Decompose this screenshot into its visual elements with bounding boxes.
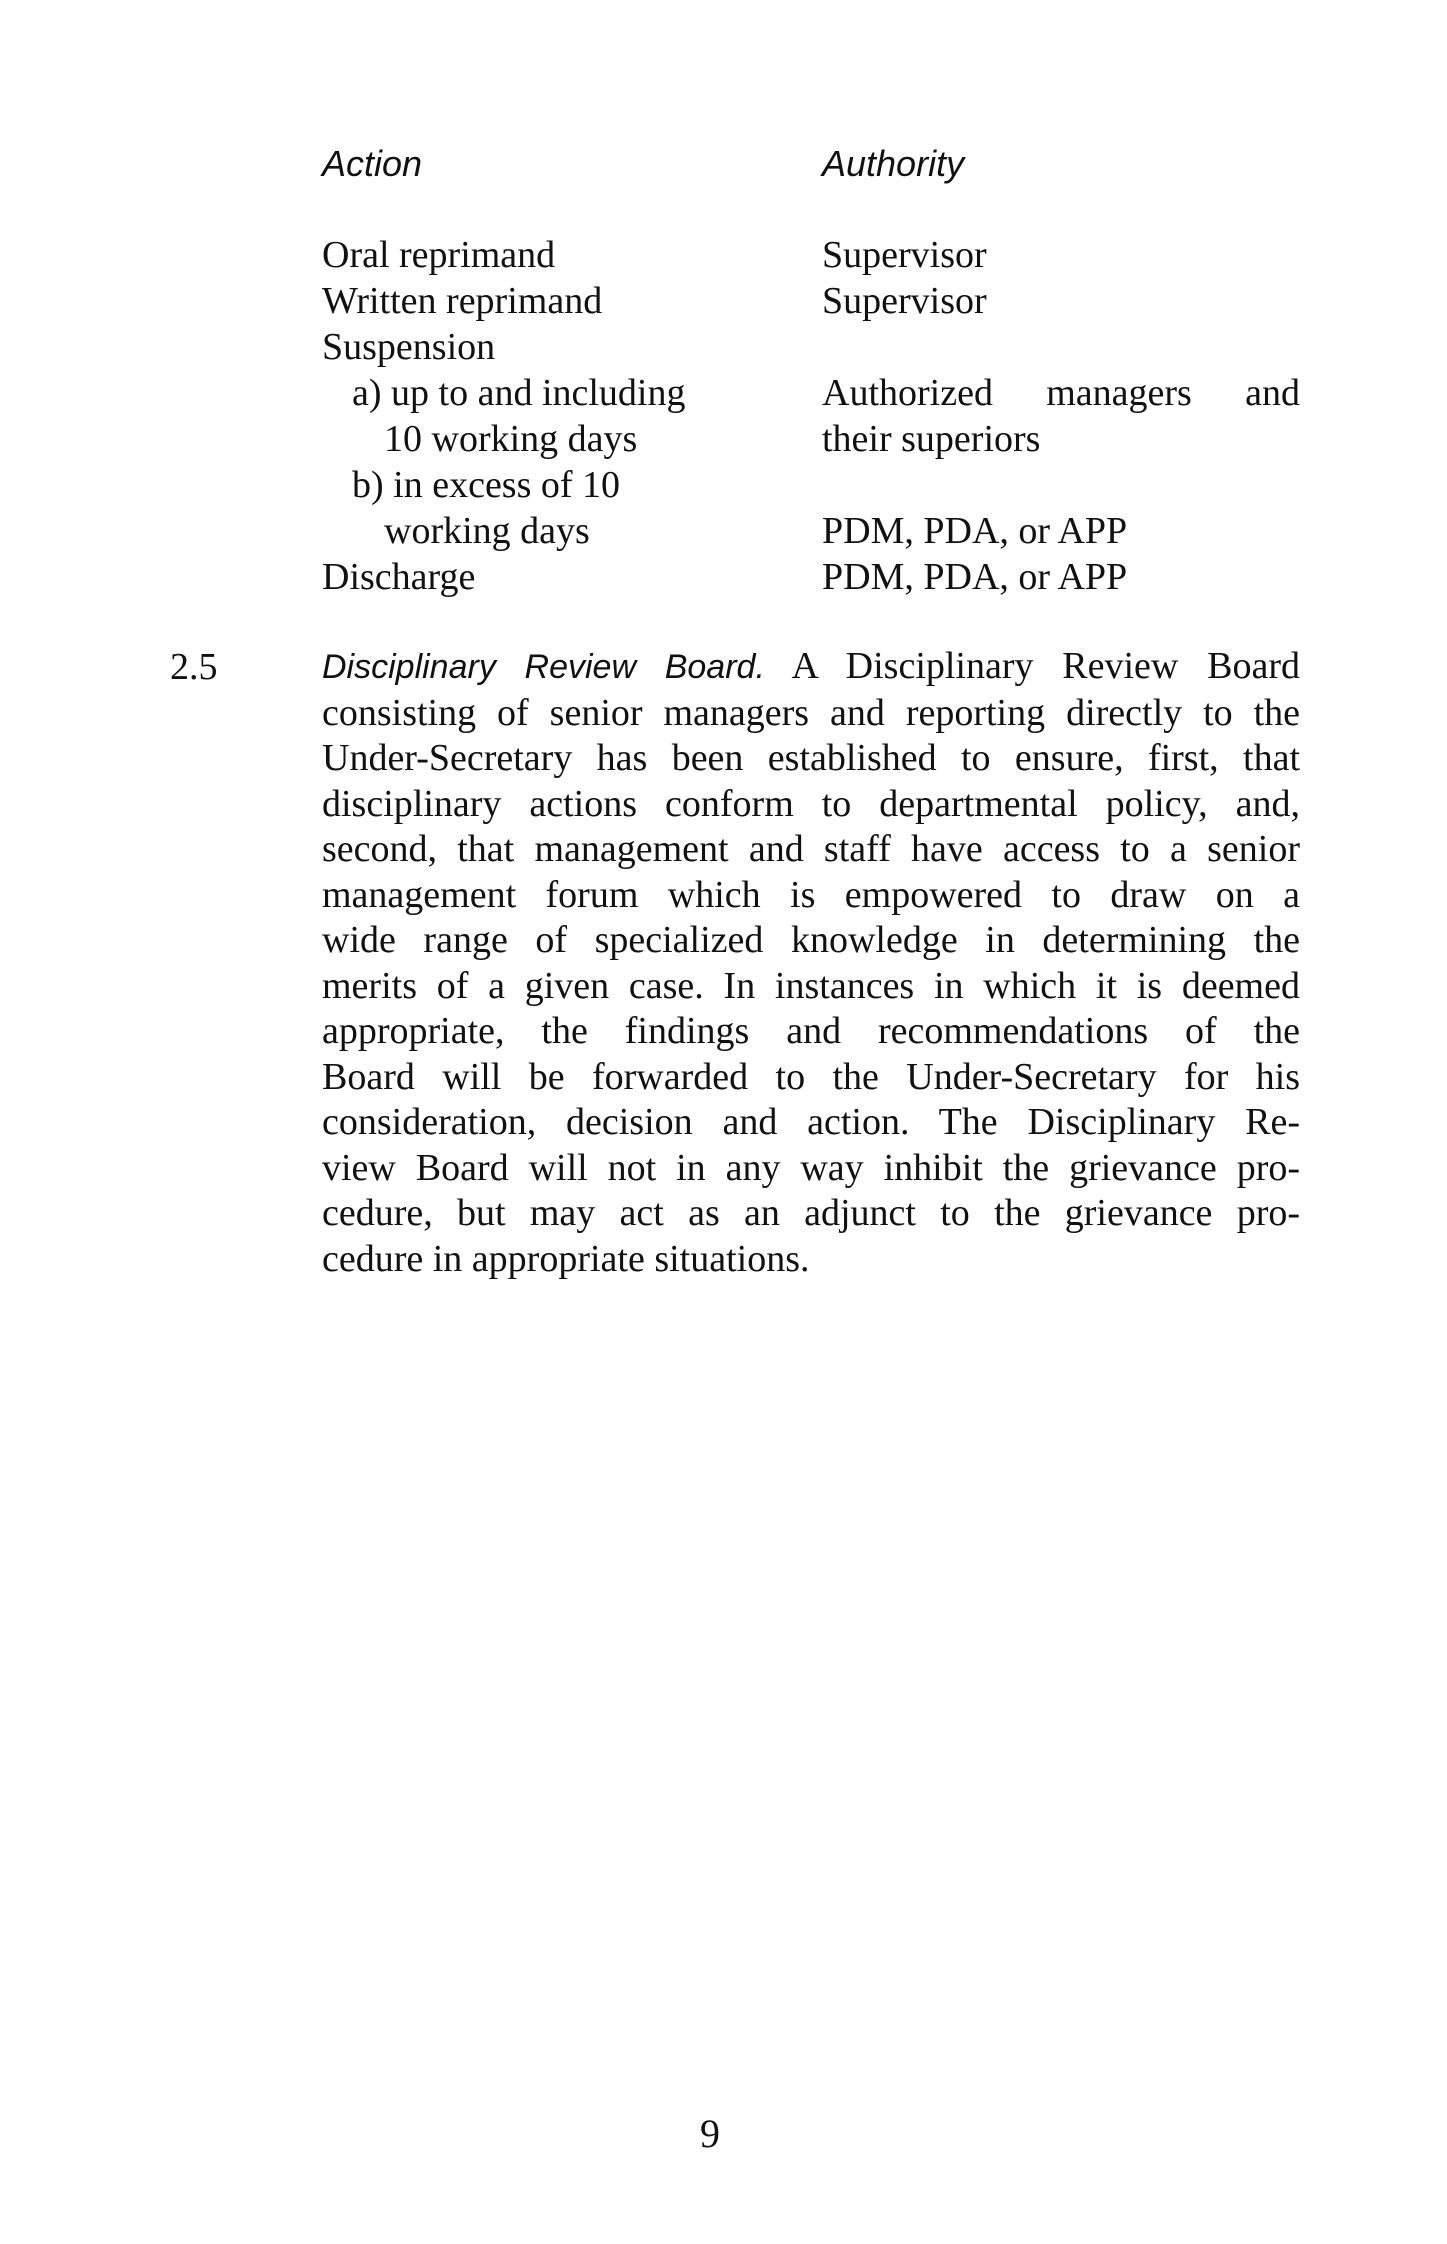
authority-word: and bbox=[1245, 372, 1300, 414]
table-row-authority bbox=[822, 370, 1300, 416]
paragraph-line: consideration, decision and action. The Disciplinary Re- bbox=[322, 1101, 1300, 1143]
table-row-authority: Supervisor bbox=[822, 280, 987, 322]
table-row-action-sub: a) up to and including bbox=[352, 372, 686, 414]
table-row-authority: Supervisor bbox=[822, 234, 987, 276]
paragraph-line: wide range of specialized knowledge in determining the bbox=[322, 919, 1300, 961]
table-row-action-sub: 10 working days bbox=[384, 418, 638, 460]
paragraph-line: consisting of senior managers and reporting directly to the bbox=[322, 691, 1300, 734]
section-number: 2.5 bbox=[170, 646, 218, 688]
paragraph-line: Board will be forwarded to the Under-Secretary for his bbox=[322, 1055, 1300, 1098]
paragraph-line bbox=[322, 644, 1300, 691]
paragraph-line: cedure, but may act as an adjunct to the grievance pro- bbox=[322, 1192, 1300, 1234]
paragraph-line: view Board will not in any way inhibit the grievance pro- bbox=[322, 1146, 1300, 1189]
table-header-authority: Authority bbox=[822, 143, 965, 184]
paragraph-text: A Disciplinary Review Board bbox=[764, 645, 1300, 687]
paragraph-line: disciplinary actions conform to departmental policy, and, bbox=[322, 782, 1300, 825]
authority-word: managers bbox=[1046, 372, 1192, 414]
table-row-authority: their superiors bbox=[822, 418, 1041, 460]
table-row-action: Oral reprimand bbox=[322, 234, 556, 276]
table-row-action-sub: working days bbox=[384, 510, 590, 552]
paragraph-line: management forum which is empowered to draw on a bbox=[322, 873, 1300, 916]
paragraph-line: Under-Secretary has been established to ensure, first, that bbox=[322, 737, 1300, 779]
paragraph-line: appropriate, the findings and recommendations of the bbox=[322, 1010, 1300, 1052]
table-row-action-sub: b) in excess of 10 bbox=[352, 464, 621, 506]
section-heading: Disciplinary Review Board. bbox=[322, 648, 765, 686]
paragraph-line: cedure in appropriate situations. bbox=[322, 1237, 810, 1280]
table-row-action: Discharge bbox=[322, 556, 476, 598]
table-row-authority: PDM, PDA, or APP bbox=[822, 510, 1128, 552]
table-header-action: Action bbox=[322, 143, 423, 184]
table-row-action: Written reprimand bbox=[322, 280, 603, 322]
table-row-action: Suspension bbox=[322, 326, 496, 368]
page-number: 9 bbox=[700, 2111, 720, 2156]
table-row-authority: PDM, PDA, or APP bbox=[822, 556, 1128, 598]
authority-word: Authorized bbox=[822, 372, 993, 414]
paragraph-line: merits of a given case. In instances in which it is deemed bbox=[322, 964, 1300, 1007]
section-paragraph bbox=[322, 644, 1300, 1282]
paragraph-line: second, that management and staff have access to a senior bbox=[322, 828, 1300, 870]
